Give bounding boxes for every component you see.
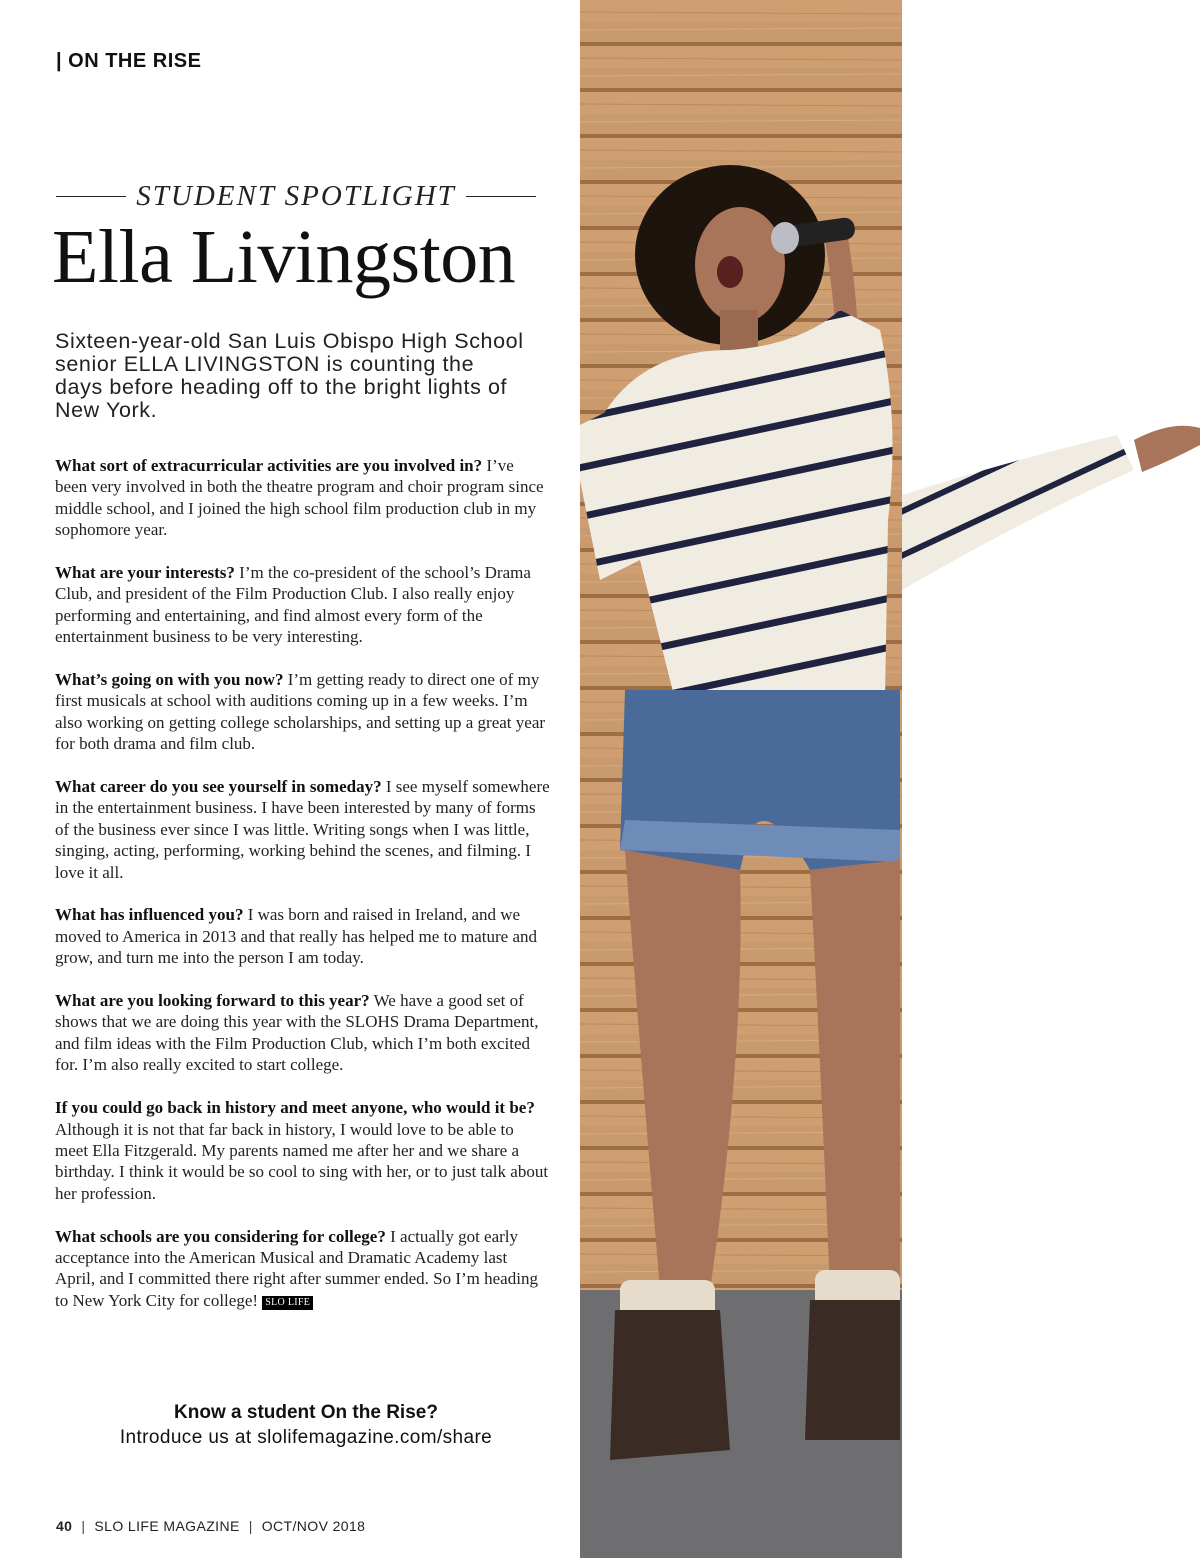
- qa-item: [55, 562, 550, 648]
- cta-block: [56, 1400, 556, 1450]
- qa-item: [55, 990, 550, 1076]
- kicker-rule-right: [466, 196, 536, 197]
- photo-illustration: [580, 0, 902, 1558]
- qa-item: [55, 776, 550, 883]
- kicker-rule-left: [56, 196, 126, 197]
- article-lede: Sixteen-year-old San Luis Obispo High School senior ELLA LIVINGSTON is counting the days before heading off to the bright lights of New York.: [55, 329, 524, 422]
- issue-date: OCT/NOV 2018: [261, 1518, 366, 1534]
- footer-separator: |: [248, 1518, 253, 1534]
- qa-item: [55, 904, 550, 968]
- qa-item: [55, 1097, 550, 1204]
- kicker: STUDENT SPOTLIGHT: [136, 180, 456, 212]
- page-number: 40: [56, 1518, 73, 1534]
- answer: I’m getting ready to direct one of my first musicals at school with auditions coming up in a few weeks. I’m also working on getting college scholarships, and setting up a great year for both drama and film club.: [55, 670, 546, 754]
- end-mark: SLO LIFE: [262, 1296, 313, 1310]
- student-photo: [580, 0, 902, 1558]
- question: What schools are you considering for college?: [55, 1226, 386, 1246]
- page-footer: [56, 1518, 365, 1534]
- answer: I’ve been very involved in both the theatre program and choir program since middle school, and I joined the high school film production club in my sophomore year.: [55, 456, 544, 540]
- qa-item: [55, 455, 550, 541]
- publication-name: SLO LIFE MAGAZINE: [94, 1518, 240, 1534]
- qa-item: [55, 669, 550, 755]
- answer: Although it is not that far back in history, I would love to be able to meet Ella Fitzgerald. My parents named me after her and we share a birthday. I think it would be so cool to sing with her, or to just talk about her profession.: [55, 1119, 549, 1203]
- question: What are you looking forward to this year?: [55, 991, 370, 1011]
- question: If you could go back in history and meet anyone, who would it be?: [55, 1098, 535, 1118]
- question: What has influenced you?: [55, 905, 244, 925]
- outstretched-arm: [902, 400, 1200, 650]
- kicker-row: [56, 180, 536, 213]
- cta-heading: Know a student On the Rise?: [174, 1402, 438, 1423]
- section-label: | ON THE RISE: [56, 50, 202, 72]
- answer: I was born and raised in Ireland, and we moved to America in 2013 and that really has helped me to mature and grow, and turn me into the person I am today.: [55, 905, 537, 968]
- question: What career do you see yourself in someday?: [55, 777, 382, 797]
- answer: I see myself somewhere in the entertainment business. I have been interested by many of forms of the business ever since I was little. Writing songs when I was little, singing, acting, performing, working behind the scenes, and filming. I love it all.: [55, 777, 550, 882]
- qa-item: [55, 1226, 550, 1312]
- answer: We have a good set of shows that we are doing this year with the SLOHS Drama Department, and film ideas with the Film Production Club, which I’m both excited for. I’m also really excited to start college.: [55, 991, 539, 1075]
- cta-link[interactable]: Introduce us at slolifemagazine.com/share: [119, 1427, 493, 1448]
- question: What’s going on with you now?: [55, 670, 284, 690]
- question: What sort of extracurricular activities are you involved in?: [55, 456, 483, 475]
- article-title: Ella Livingston: [52, 215, 516, 299]
- footer-separator: |: [81, 1518, 86, 1534]
- question: What are your interests?: [55, 563, 235, 583]
- answer: I actually got early acceptance into the American Musical and Dramatic Academy last April, and I committed there right after summer ended. So I’m heading to New York City for college!: [55, 1226, 538, 1310]
- qa-list: [55, 455, 550, 1333]
- answer: I’m the co-president of the school’s Drama Club, and president of the Film Production Club. I also really enjoy performing and entertaining, and find almost every form of the entertainment business to be very interesting.: [55, 563, 531, 647]
